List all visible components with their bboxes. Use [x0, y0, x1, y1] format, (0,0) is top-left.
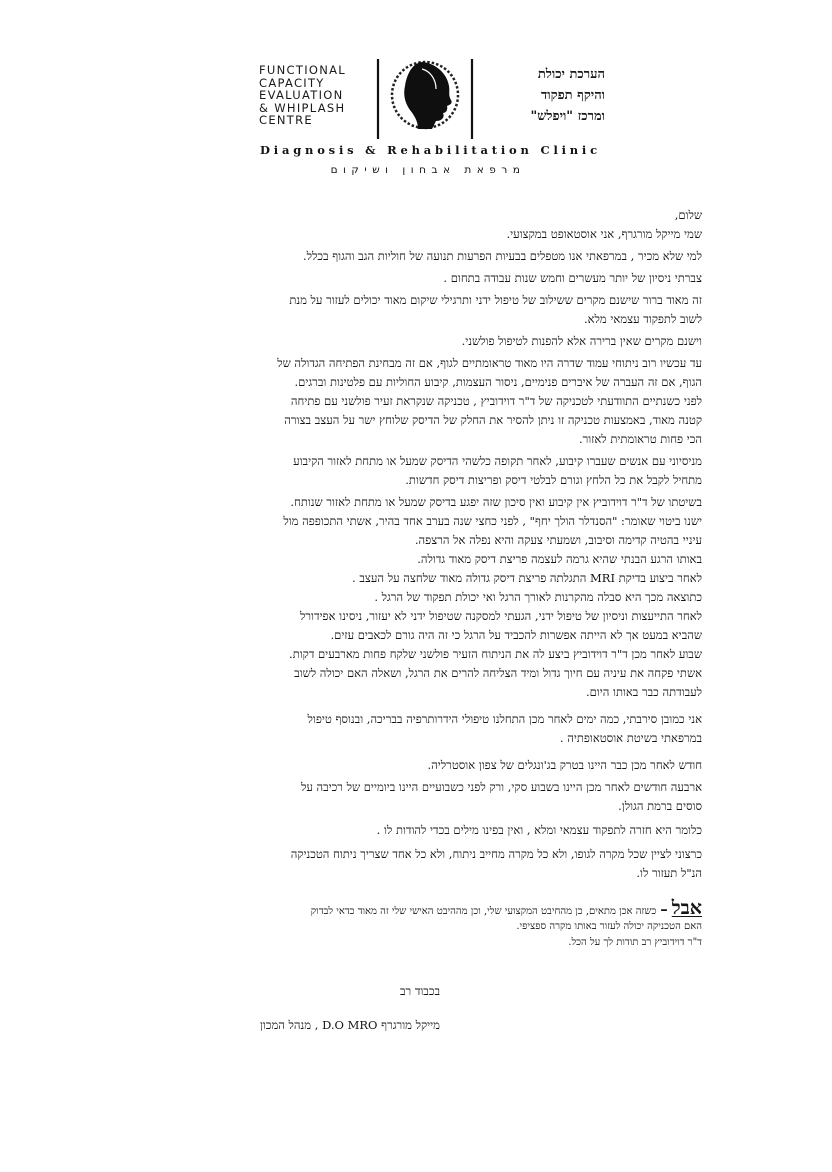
aval-dash: – — [660, 900, 668, 918]
letter-line: כלומר היא חזרה לתפקוד עצמאי ומלא , ואין בפינו מילים בכדי להודות לו . — [376, 823, 702, 837]
letter-line: שמי מייקל מורגרף, אני אוסטאופט במקצועי. — [506, 227, 702, 241]
letterhead-english-line: EVALUATION — [259, 88, 344, 102]
letterhead-hebrew-line: הערכת יכולת — [537, 67, 605, 82]
letter-line: הגוף, אם זה העברה של איברים פנימיים, ניסור העצמות, קיבוע החוליות עם פלטינות וברגים. — [294, 375, 702, 389]
letterhead-hebrew-line: והיקף תפקוד — [541, 88, 605, 103]
letter-line: אשתי פקחה את עיניה עם חיוך גדול ומיד הצליחה להרים את הרגל, ושאלה האם יכולה לשוב — [294, 666, 702, 680]
aval-text: כשזה אכן מתאים, כן מהחיבט המקצועי שלי, וכן מההיבט האישי שלי זה מאוד כדאי לבדוק — [310, 906, 657, 917]
letterhead-english-line: CENTRE — [259, 113, 313, 127]
letter-line: ארבעה חודשים לאחר מכן היינו בשבוע סקי, ורק לפני כשבועיים היינו ביומיים של רכיבה על — [300, 780, 702, 794]
letter-line: אני כמובן סירבתי, כמה ימים לאחר מכן התחלנו טיפולי הידרותרפיה בבריכה, ובנוסף טיפול — [307, 712, 702, 726]
head-silhouette-logo — [370, 55, 482, 143]
letterhead-hebrew-line: ומרכז "ויפלש" — [530, 109, 605, 124]
letter-line: וישנם מקרים שאין ברירה אלא להפנות לטיפול פולשני. — [461, 334, 702, 348]
letter-line: במרפאתי בשיטת אוסטאופתיה . — [559, 731, 702, 745]
signature-line: מייקל מורגרף D.O MRO , מנהל המכון — [259, 1018, 440, 1032]
letter-line: לאחר התייעצות וניסיון של טיפול ידני, הגעתי למסקנה שטיפול ידני לא יעזור, ניסינו אפידורל — [300, 609, 702, 623]
letter-line: מתחיל לקבל את כל הלחץ וגורם לבלטי דיסק ופריצות דיסק חדשות. — [405, 473, 702, 487]
letter-line: כתוצאה מכך היא סבלה מהקרנות לאורך הרגל ואי יכולת תפקוד של הרגל . — [374, 590, 702, 604]
letterhead-english-line: CAPACITY — [259, 75, 325, 90]
aval-emphasis: אבל — [671, 897, 702, 919]
letter-line: לעבודתה כבר באותו היום. — [585, 685, 702, 699]
letterhead-english-line: & WHIPLASH — [259, 100, 346, 115]
letter-line: כרצוני לציין שכל מקרה לגופו, ולא כל מקרה מחייב ניתוח, ולא כל אחד שצריך ניתוח הטכניקה — [290, 847, 702, 861]
letter-line: סוסים ברמת הגולן. — [618, 799, 702, 813]
letter-line: עיניי בהטיה קדימה וסיבוב, ושמעתי צעקה והיא נפלה אל הרצפה. — [414, 533, 702, 547]
letter-body — [178, 206, 702, 951]
clinic-name-hebrew: מרפאת אבחון ושיקום — [330, 164, 526, 176]
letter-line: שהביא במעט אך לא הייתה אפשרות להכביד על הרגל כי זה היה גורם לכאבים עזים. — [330, 628, 702, 642]
letter-line: חודש לאחר מכן כבר היינו בטרק בג'ונגלים של צפון אוסטרליה. — [427, 758, 702, 772]
letterhead-hebrew-name — [485, 64, 605, 127]
letter-line: צברתי ניסיון של יותר מעשרים וחמש שנות עבודה בתחום . — [443, 271, 702, 285]
letter-line: קטנה מאוד, באמצעות טכניקה זו ניתן להסיר את החלק של הדיסק שלוחץ ישר על העצב בצורה — [284, 413, 702, 427]
letter-line: לאחר ביצוע בדיקת MRI התגלתה פריצת דיסק גדולה מאוד שלחצה על העצב . — [352, 571, 702, 585]
letterhead — [250, 52, 610, 192]
letter-line: לשוב לתפקוד עצמאי מלא. — [583, 312, 702, 326]
clinic-name-english: Diagnosis & Rehabilitation Clinic — [260, 143, 601, 157]
letter-line: מניסיוני עם אנשים שעברו קיבוע, לאחר תקופה כלשהי הדיסק שמעל או מתחת לאזור הקיבוע — [293, 454, 702, 468]
letterhead-english-line: FUNCTIONAL — [259, 63, 347, 77]
letter-small-line: האם הטכניקה יכולה לעזור באותו מקרה ספציפי. — [516, 921, 702, 932]
letter-line: בשיטתו של ד"ר דוידוביץ אין קיבוע ואין סיכון שזה יפגע בדיסק שמעל או מתחת לאזור שנותח. — [290, 495, 702, 509]
letter-line: באותו הרגע הבנתי שהיא גרמה לעצמה פריצת דיסק מאוד גדולה. — [417, 552, 702, 566]
letter-line: לפני כשנתיים התוודעתי לטכניקה של ד"ר דוידוביץ , טכניקה שנקראת זעיר פולשני עם פתיחה — [290, 394, 702, 408]
greeting: שלום, — [674, 208, 702, 222]
letter-line: שבוע לאחר מכן ד"ר דוידוביץ ביצע לה את הניתוח הזעיר פולשני שלקח פחות מארבעים דקות. — [289, 647, 702, 661]
letter-line: למי שלא מכיר , במרפאתי אנו מטפלים בבעיות הפרעות תנועה של חוליות הגב והגוף בכלל. — [302, 249, 702, 263]
letter-line: זה מאוד ברור שישנם מקרים ששילוב של טיפול ידני ותרגילי שיקום מאוד יכולים לעזור על מנת — [289, 293, 702, 307]
letter-line: עד עכשיו רוב ניתוחי עמוד שדרה היו מאוד טראומתיים לגוף, אם זה מבחינת הפתיחה הגדולה של — [277, 356, 702, 370]
letter-line: הכי פחות טראומתית לאזור. — [578, 432, 702, 446]
letter-small-line: ד"ר דוידוביץ רב תודות לך על הכל. — [568, 937, 702, 948]
letter-line: ישנו ביטוי שאומר: "הסנדלר הולך יחף" , לפני כחצי שנה בערב אחד בהיר, אשתי התכופפה מול — [283, 514, 702, 528]
letter-line: הנ"ל תעזור לו. — [636, 866, 702, 880]
closing-phrase: בכבוד רב — [399, 984, 440, 998]
letterhead-english-name — [259, 64, 379, 127]
aval-paragraph — [178, 897, 702, 919]
